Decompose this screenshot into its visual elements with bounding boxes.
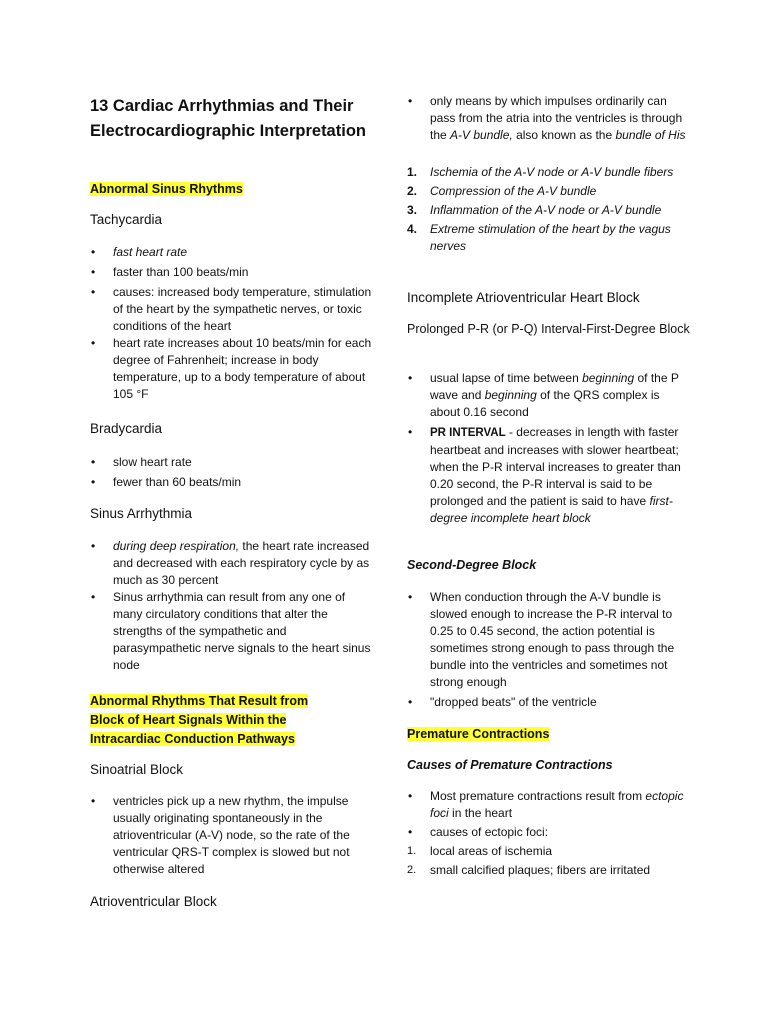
list-item: • Sinus arrhythmia can result from any one of many circulatory conditions that alter the strengths of the sympathetic and parasympathetic nerve signals to the heart sinus node: [90, 589, 375, 674]
sinoatrial-list: [90, 793, 375, 878]
list-item: • causes of ectopic foci:: [407, 824, 692, 841]
list-item: 3. Inflammation of the A-V node or A-V bundle: [407, 203, 662, 217]
list-item: • faster than 100 beats/min: [90, 264, 375, 281]
list-item: • Most premature contractions result from ectopic foci in the heart: [407, 788, 692, 822]
list-item: • during deep respiration, the heart rate increased and decreased with each respiratory cycle by as much as 30 percent: [90, 538, 375, 589]
list-item: • PR INTERVAL - decreases in length with faster heartbeat and increases with slower heartbeat; when the P-R interval increases to greater than 0.20 second, the P-R interval is said to be prolonged and the patient is said to have first-degree incomplete heart block: [407, 424, 692, 527]
bradycardia-heading: Bradycardia: [90, 421, 163, 436]
first-degree-list: [407, 370, 692, 527]
list-item: • causes: increased body temperature, stimulation of the heart by the sympathetic nerves, or toxic conditions of the heart: [90, 284, 375, 335]
second-degree-heading: Second-Degree Block: [407, 558, 537, 572]
conduction-block-heading: Abnormal Rhythms That Result from Block of Heart Signals Within the Intracardiac Conduction Pathways: [90, 694, 309, 746]
second-degree-list: [407, 589, 692, 711]
list-item: • fast heart rate: [90, 244, 375, 261]
list-item: • heart rate increases about 10 beats/min for each degree of Fahrenheit; increase in body temperature, up to a body temperature of about 105 °F: [90, 335, 375, 403]
av-block-causes-list: [407, 164, 692, 255]
list-item: 1. Ischemia of the A-V node or A-V bundle fibers: [407, 165, 674, 179]
page-title: 13 Cardiac Arrhythmias and Their Electrocardiographic Interpretation: [90, 97, 366, 140]
av-block-heading: Atrioventricular Block: [90, 894, 217, 909]
abnormal-sinus-heading: Abnormal Sinus Rhythms: [90, 182, 243, 196]
list-item: • ventricles pick up a new rhythm, the impulse usually originating spontaneously in the atrioventricular (A-V) node, so the rate of the ventricular QRS-T complex is slowed but not otherwise altered: [90, 793, 375, 878]
list-item: • fewer than 60 beats/min: [90, 474, 241, 491]
bradycardia-list: [90, 454, 241, 491]
sinoatrial-heading: Sinoatrial Block: [90, 762, 184, 777]
list-item: 2. small calcified plaques; fibers are irritated: [407, 863, 651, 877]
tachycardia-heading: Tachycardia: [90, 212, 163, 227]
list-item: • only means by which impulses ordinarily can pass from the atria into the ventricles is through the A-V bundle, also known as the bundle of His: [407, 93, 692, 144]
list-item: 1. local areas of ischemia: [407, 844, 553, 858]
prolonged-pr-heading: Prolonged P-R (or P-Q) Interval-First-Degree Block: [407, 322, 690, 336]
causes-premature-heading: Causes of Premature Contractions: [407, 758, 613, 772]
list-item: • When conduction through the A-V bundle is slowed enough to increase the P-R interval to 0.25 to 0.45 second, the action potential is sometimes strong enough to pass through the bundle into the ventricles and sometimes not strong enough: [407, 589, 692, 691]
tachycardia-list: [90, 244, 375, 403]
list-item: • "dropped beats" of the ventricle: [407, 694, 692, 711]
ectopic-causes-list: [407, 843, 650, 879]
sinus-arrhythmia-list: [90, 538, 375, 674]
premature-contractions-heading: Premature Contractions: [407, 727, 550, 741]
sinus-arrhythmia-heading: Sinus Arrhythmia: [90, 506, 193, 521]
list-item: • slow heart rate: [90, 454, 241, 471]
list-item: 4. Extreme stimulation of the heart by the vagus nerves: [407, 222, 671, 253]
list-item: • usual lapse of time between beginning of the P wave and beginning of the QRS complex is about 0.16 second: [407, 370, 692, 421]
list-item: 2. Compression of the A-V bundle: [407, 184, 597, 198]
premature-list: [407, 788, 692, 841]
av-bundle-list: [407, 93, 692, 144]
incomplete-block-heading: Incomplete Atrioventricular Heart Block: [407, 290, 640, 305]
